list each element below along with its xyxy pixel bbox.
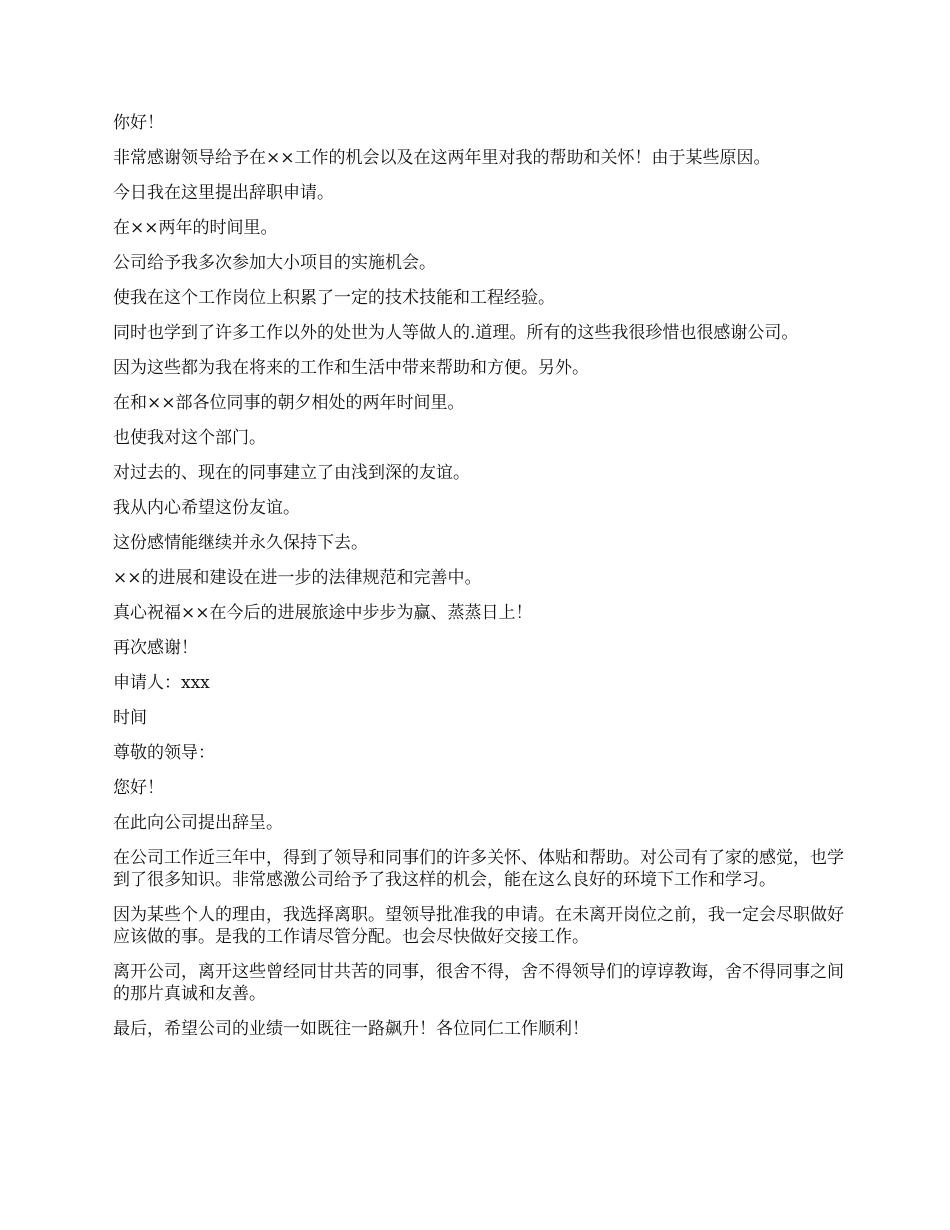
paragraph: 这份感情能继续并永久保持下去。 — [113, 533, 368, 553]
paragraph: 因为某些个人的理由，我选择离职。望领导批准我的申请。在未离开岗位之前，我一定会尽职做好应该做的事。是我的工作请尽管分配。也会尽快做好交接工作。 — [113, 905, 844, 947]
paragraph: 非常感谢领导给予在××工作的机会以及在这两年里对我的帮助和关怀！由于某些原因。 — [113, 148, 771, 168]
paragraph: 在和××部各位同事的朝夕相处的两年时间里。 — [113, 393, 465, 413]
paragraph: 使我在这个工作岗位上积累了一定的技术技能和工程经验。 — [113, 288, 555, 308]
paragraph: 在××两年的时间里。 — [113, 218, 278, 238]
paragraph: ××的进展和建设在进一步的法律规范和完善中。 — [113, 568, 482, 588]
paragraph: 对过去的、现在的同事建立了由浅到深的友谊。 — [113, 463, 470, 483]
paragraph: 公司给予我多次参加大小项目的实施机会。 — [113, 253, 436, 273]
paragraph: 在公司工作近三年中，得到了领导和同事们的许多关怀、体贴和帮助。对公司有了家的感觉，也学到了很多知识。非常感激公司给予了我这样的机会，能在这么良好的环境下工作和学习。 — [113, 848, 844, 890]
date-line: 时间 — [113, 708, 147, 728]
paragraph: 也使我对这个部门。 — [113, 428, 266, 448]
closing-paragraph: 最后，希望公司的业绩一如既往一路飙升！各位同仁工作顺利！ — [113, 1019, 589, 1039]
paragraph: 你好！ — [113, 113, 164, 133]
paragraph: 我从内心希望这份友谊。 — [113, 498, 300, 518]
paragraph: 因为这些都为我在将来的工作和生活中带来帮助和方便。另外。 — [113, 358, 589, 378]
paragraph: 在此向公司提出辞呈。 — [113, 813, 283, 833]
paragraph: 离开公司，离开这些曾经同甘共苦的同事，很舍不得，舍不得领导们的谆谆教诲，舍不得同事之间的那片真诚和友善。 — [113, 962, 844, 1004]
paragraph: 今日我在这里提出辞职申请。 — [113, 183, 334, 203]
paragraph: 同时也学到了许多工作以外的处世为人等做人的.道理。所有的这些我很珍惜也很感谢公司。 — [113, 323, 799, 343]
paragraph: 再次感谢！ — [113, 638, 198, 658]
applicant-line: 申请人：xxx — [113, 673, 210, 693]
greeting: 您好！ — [113, 778, 164, 798]
paragraph: 真心祝福××在今后的进展旅途中步步为赢、蒸蒸日上！ — [113, 603, 533, 623]
salutation: 尊敬的领导： — [113, 743, 215, 763]
